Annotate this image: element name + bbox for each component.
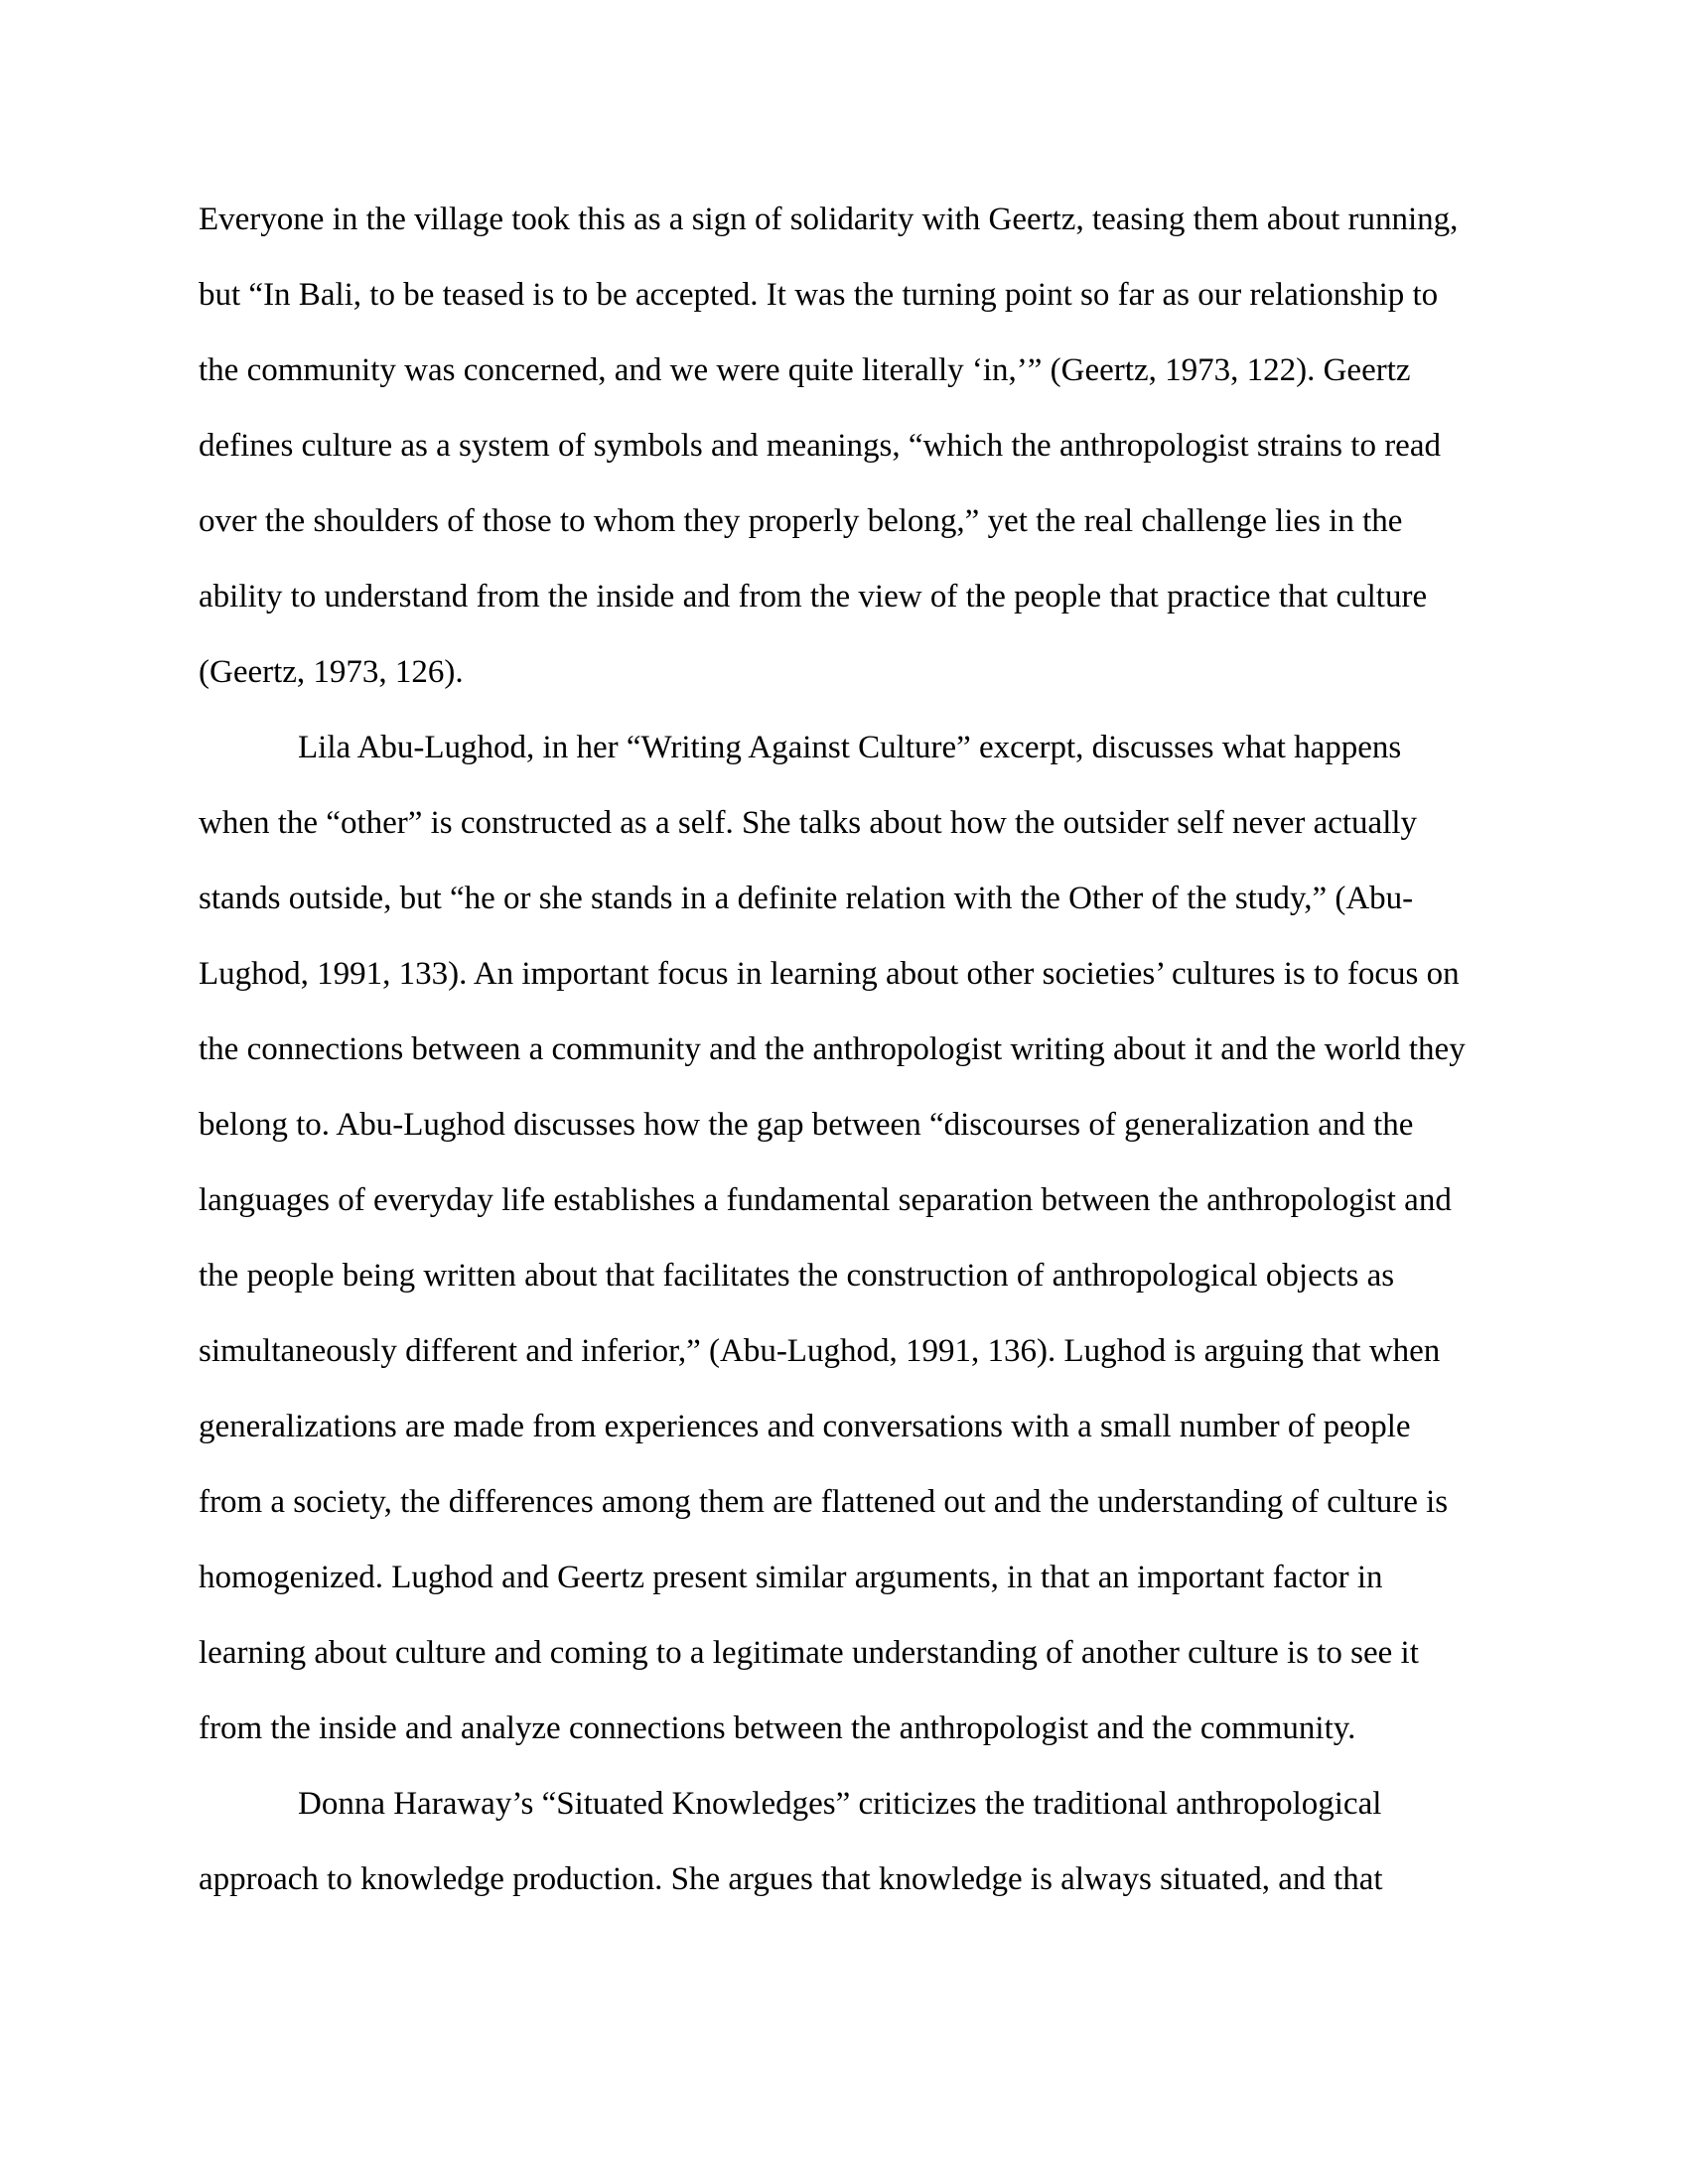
text-line: ability to understand from the inside and from the view of the people that practice that culture	[199, 579, 1428, 614]
text-line: from a society, the differences among them are flattened out and the understanding of culture is	[199, 1484, 1449, 1520]
text-line: over the shoulders of those to whom they properly belong,” yet the real challenge lies in the	[199, 503, 1403, 539]
text-line: stands outside, but “he or she stands in a definite relation with the Other of the study,” (Abu-	[199, 881, 1414, 916]
paragraph-first-line: Donna Haraway’s “Situated Knowledges” criticizes the traditional anthropological	[298, 1786, 1382, 1822]
text-line: the connections between a community and the anthropologist writing about it and the world they	[199, 1031, 1466, 1067]
text-line: simultaneously different and inferior,” (Abu-Lughod, 1991, 136). Lughod is arguing that when	[199, 1333, 1441, 1369]
text-line: belong to. Abu-Lughod discusses how the gap between “discourses of generalization and the	[199, 1107, 1414, 1143]
text-line: the people being written about that facilitates the construction of anthropological objects as	[199, 1258, 1395, 1294]
text-line: (Geertz, 1973, 126).	[199, 654, 464, 690]
text-line: but “In Bali, to be teased is to be accepted. It was the turning point so far as our relationship to	[199, 277, 1439, 313]
paragraph-first-line: Lila Abu-Lughod, in her “Writing Against Culture” excerpt, discusses what happens	[298, 730, 1402, 765]
text-line: Lughod, 1991, 133). An important focus in learning about other societies’ cultures is to focus on	[199, 956, 1460, 992]
text-line: approach to knowledge production. She argues that knowledge is always situated, and that	[199, 1861, 1383, 1897]
text-line: when the “other” is constructed as a self. She talks about how the outsider self never actually	[199, 805, 1418, 841]
text-line: Everyone in the village took this as a sign of solidarity with Geertz, teasing them about running,	[199, 202, 1459, 237]
text-line: learning about culture and coming to a legitimate understanding of another culture is to see it	[199, 1635, 1419, 1671]
text-line: defines culture as a system of symbols and meanings, “which the anthropologist strains to read	[199, 428, 1441, 464]
text-line: the community was concerned, and we were quite literally ‘in,’” (Geertz, 1973, 122). Geertz	[199, 352, 1411, 388]
text-line: homogenized. Lughod and Geertz present similar arguments, in that an important factor in	[199, 1560, 1383, 1595]
text-line: generalizations are made from experiences and conversations with a small number of people	[199, 1409, 1411, 1444]
text-line: languages of everyday life establishes a fundamental separation between the anthropologist and	[199, 1182, 1452, 1218]
text-line: from the inside and analyze connections between the anthropologist and the community.	[199, 1710, 1356, 1746]
